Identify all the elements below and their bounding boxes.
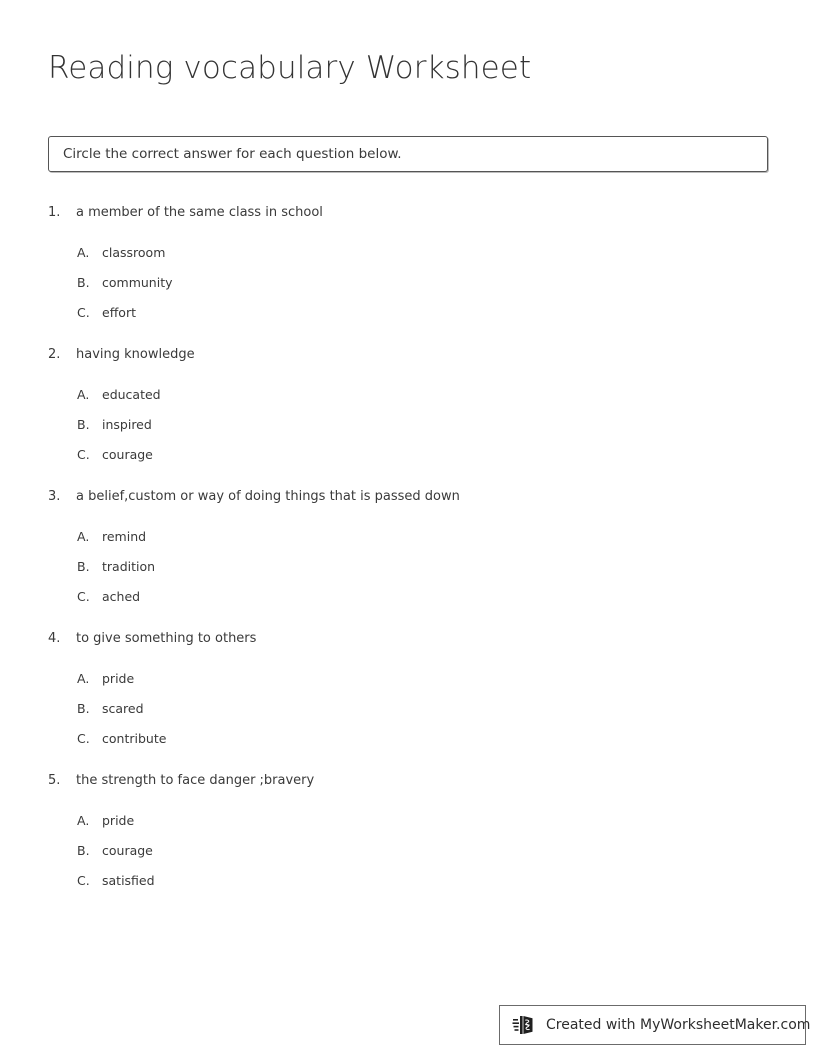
answer-option[interactable]	[48, 728, 778, 750]
option-text: contribute	[102, 731, 167, 746]
option-text: tradition	[102, 559, 156, 574]
option-text: satisfied	[102, 873, 155, 888]
answer-option[interactable]	[48, 668, 778, 690]
question-list	[48, 202, 778, 912]
option-letter: B.	[77, 701, 90, 716]
option-text: community	[102, 275, 173, 290]
option-letter: A.	[77, 813, 90, 828]
answer-option[interactable]	[48, 840, 778, 862]
option-text: educated	[102, 387, 161, 402]
answer-option[interactable]	[48, 810, 778, 832]
answer-option[interactable]	[48, 272, 778, 294]
question-number: 5.	[48, 773, 61, 788]
option-text: pride	[102, 671, 135, 686]
question-prompt: a member of the same class in school	[76, 205, 323, 220]
question-number: 4.	[48, 631, 61, 646]
answer-option[interactable]	[48, 586, 778, 608]
question-row	[48, 770, 778, 792]
option-letter: C.	[77, 447, 90, 462]
worksheet-maker-logo-icon	[512, 1012, 538, 1038]
option-text: pride	[102, 813, 135, 828]
answer-option[interactable]	[48, 444, 778, 466]
instruction-box	[48, 136, 768, 172]
question-prompt: having knowledge	[76, 347, 195, 362]
option-text: courage	[102, 843, 153, 858]
option-text: effort	[102, 305, 136, 320]
answer-option[interactable]	[48, 556, 778, 578]
question-number: 2.	[48, 347, 61, 362]
answer-option[interactable]	[48, 242, 778, 264]
answer-option[interactable]	[48, 870, 778, 892]
answer-option[interactable]	[48, 302, 778, 324]
answer-option[interactable]	[48, 414, 778, 436]
footer-badge-text: Created with MyWorksheetMaker.com	[546, 1017, 811, 1033]
option-text: remind	[102, 529, 147, 544]
option-letter: C.	[77, 305, 90, 320]
answer-option[interactable]	[48, 526, 778, 548]
question-number: 3.	[48, 489, 61, 504]
question-row	[48, 344, 778, 366]
option-text: scared	[102, 701, 144, 716]
question-row	[48, 486, 778, 508]
question-row	[48, 202, 778, 224]
option-text: courage	[102, 447, 153, 462]
question-block	[48, 344, 778, 466]
option-letter: A.	[77, 387, 90, 402]
question-block	[48, 628, 778, 750]
option-text: ached	[102, 589, 141, 604]
answer-option[interactable]	[48, 384, 778, 406]
option-letter: C.	[77, 731, 90, 746]
option-text: inspired	[102, 417, 152, 432]
question-number: 1.	[48, 205, 61, 220]
option-letter: C.	[77, 589, 90, 604]
option-letter: B.	[77, 275, 90, 290]
question-block	[48, 486, 778, 608]
option-letter: A.	[77, 245, 90, 260]
page-title: Reading vocabulary Worksheet	[48, 50, 532, 86]
option-text: classroom	[102, 245, 166, 260]
question-prompt: the strength to face danger ;bravery	[76, 773, 315, 788]
instruction-text: Circle the correct answer for each question below.	[63, 146, 402, 162]
option-letter: C.	[77, 873, 90, 888]
answer-option[interactable]	[48, 698, 778, 720]
question-block	[48, 770, 778, 892]
option-letter: B.	[77, 417, 90, 432]
question-prompt: to give something to others	[76, 631, 257, 646]
question-prompt: a belief,custom or way of doing things that is passed down	[76, 489, 460, 504]
option-letter: B.	[77, 843, 90, 858]
option-letter: A.	[77, 529, 90, 544]
question-row	[48, 628, 778, 650]
option-letter: A.	[77, 671, 90, 686]
question-block	[48, 202, 778, 324]
option-letter: B.	[77, 559, 90, 574]
footer-badge[interactable]	[499, 1005, 811, 1045]
